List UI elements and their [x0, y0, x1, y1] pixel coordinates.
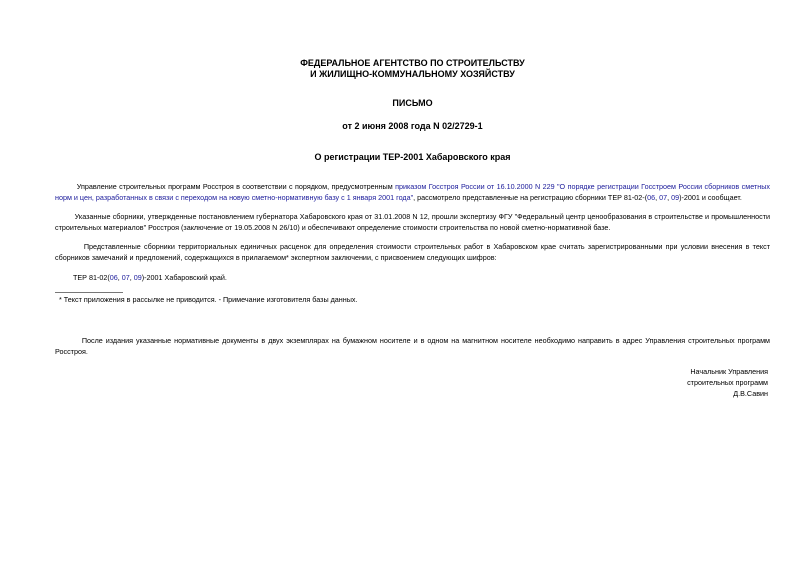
agency-line-2: И ЖИЛИЩНО-КОММУНАЛЬНОМУ ХОЗЯЙСТВУ [310, 69, 515, 79]
code-07-link[interactable]: 07 [121, 273, 130, 282]
signature-name: Д.В.Савин [733, 389, 768, 398]
document-subject: О регистрации ТЕР-2001 Хабаровского края [314, 152, 511, 162]
collection-06-link[interactable]: 06 [647, 193, 656, 202]
footnote-text: * Текст приложения в рассылке не приводится. - Примечание изготовителя базы данных. [59, 295, 358, 304]
separator: , [655, 193, 660, 202]
paragraph-1-text-mid: , рассмотрело представленные на регистрацию сборники ТЕР 81-02-( [413, 193, 648, 202]
paragraph-1-text-start: Управление строительных программ Росстроя в соответствии с порядком, предусмотренным [76, 182, 396, 191]
order-229-link[interactable]: приказом Госстроя России от 16.10.2000 N 229 "О порядке регистрации Госстроем России сборников сметных норм и цен, разработанных в связи с переходом на новую сметно-нормативную базу с 1 января 2001 года" [55, 182, 770, 202]
paragraph-4-text-start: ТЕР 81-02( [72, 273, 110, 282]
paragraph-5-text: После издания указанные нормативные документы в двух экземплярах на бумажном носителе и в одном на магнитном носителе необходимо направить в адрес Управления строительных программ Росстроя. [55, 336, 770, 356]
paragraph-2-text: Указанные сборники, утвержденные постановлением губернатора Хабаровского края от 31.01.2008 N 12, прошли экспертизу ФГУ "Федеральный центр ценообразования в строительстве и промышленности строительных материалов" Росстроя (заключение от 19.05.2008 N 26/10) и обеспечивают определение стоимости строительства по новой сметно-нормативной базе. [55, 212, 770, 232]
agency-name [55, 58, 770, 80]
paragraph-3 [55, 241, 770, 263]
document-type: ПИСЬМО [392, 98, 433, 108]
paragraph-2 [55, 211, 770, 233]
paragraph-4 [55, 272, 770, 283]
document-date-number: от 2 июня 2008 года N 02/2729-1 [342, 121, 483, 131]
paragraph-1 [55, 181, 770, 203]
code-06-link[interactable]: 06 [109, 273, 118, 282]
footnote-divider [55, 292, 123, 293]
separator: , [117, 273, 122, 282]
signature-title-line-1: Начальник Управления [690, 367, 768, 376]
signature-block [687, 366, 768, 399]
paragraph-5 [55, 335, 770, 357]
footnote [55, 294, 358, 305]
agency-line-1: ФЕДЕРАЛЬНОЕ АГЕНТСТВО ПО СТРОИТЕЛЬСТВУ [300, 58, 525, 68]
collection-07-link[interactable]: 07 [659, 193, 668, 202]
paragraph-1-text-end: )-2001 и сообщает. [679, 193, 742, 202]
code-09-link[interactable]: 09 [133, 273, 142, 282]
paragraph-4-text-end: )-2001 Хабаровский край. [141, 273, 227, 282]
signature-title-line-2: строительных программ [687, 378, 768, 387]
document-page [55, 0, 770, 571]
collection-09-link[interactable]: 09 [671, 193, 680, 202]
separator: , [667, 193, 672, 202]
paragraph-3-text: Представленные сборники территориальных единичных расценок для определения стоимости строительных работ в Хабаровском крае считать зарегистрированными при условии внесения в текст сборников замечаний и предложений, содержащихся в прилагаемом* экспертном заключении, с присвоением следующих шифров: [55, 242, 770, 262]
separator: , [129, 273, 134, 282]
